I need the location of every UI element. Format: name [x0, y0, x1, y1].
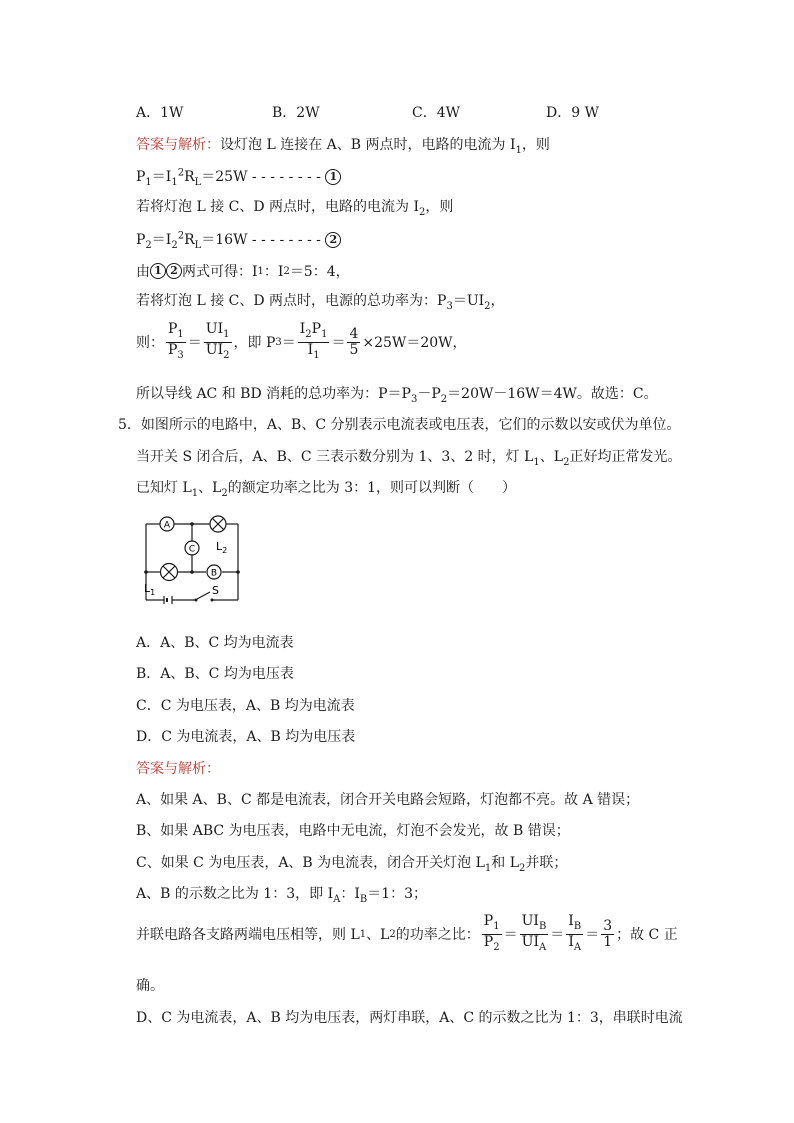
q5-option-c: C．C 为电压表，A、B 均为电流表	[136, 698, 355, 714]
ratio-line: 由 1 2 两式可得：I 1 ：I 2 ＝5：4，	[136, 264, 350, 280]
circled-two: 2	[325, 232, 341, 248]
analysis-correct: 确。	[136, 978, 164, 994]
option-a: A．1W	[136, 105, 184, 121]
answer-label: 答案与解析：	[136, 137, 220, 153]
q5-line-3: 已知灯 $L_1$、$L_2$的额定功率之比为 3：1，则可以判断（ ）	[136, 480, 517, 499]
conclusion: 所以导线 AC 和 BD 消耗的总功率为：$P=P_3-P_2=20W-16W=4W$。故选：C。	[136, 386, 658, 405]
q5-option-a: A．A、B、C 均为电流表	[136, 635, 294, 651]
analysis-parallel: 并联电路各支路两端电压相等，则 L 1 、L 2 的功率之比： $\frac{P_1}{P_2}$ ＝ $\frac{UI_B}{UI_A}$ ＝ $\frac{I_B}{I_A}$ ＝ $\frac{3}{1}$ ；故 C 正	[136, 913, 678, 953]
answer-label-q5: 答案与解析：	[136, 761, 220, 777]
circuit-diagram	[138, 512, 248, 610]
q5-option-b: B．A、B、C 均为电压表	[136, 666, 294, 682]
analysis-a: A、如果 A、B、C 都是电流表，闭合开关电路会短路，灯泡都不亮。故 A 错误；	[136, 792, 640, 808]
label-l2: $L_2$	[216, 540, 228, 555]
q5-option-d: D．C 为电流表，A、B 均为电压表	[136, 729, 356, 745]
equation-1: $P_1=I_1^2R_L=25W$ - - - - - - - - 1	[136, 166, 341, 188]
analysis-b: B、如果 ABC 为电压表，电路中无电流，灯泡不会发光，故 B 错误；	[136, 823, 570, 839]
meter-c-label: C	[188, 544, 196, 555]
q5-line-1: 5．如图所示的电路中，A、B、C 分别表示电流表或电压表，它们的示数以安或伏为单位。	[118, 417, 681, 433]
analysis-c: C、如果 C 为电压表，A、B 为电流表，闭合开关灯泡 $L_1$和 $L_2$并联；	[136, 855, 568, 874]
equation-2: $P_2=I_2^2R_L=16W$ - - - - - - - - 2	[136, 229, 341, 251]
answer-intro: 答案与解析：设灯泡 L 连接在 A、B 两点时，电路的电流为 $I_1$，则	[136, 137, 550, 156]
option-d: D．9 W	[546, 105, 599, 121]
q5-line-2: 当开关 S 闭合后，A、B、C 三表示数分别为 1、3、2 时，灯 $L_1$、$L_2$正好均正常发光。	[136, 449, 682, 468]
circled-one: 1	[325, 169, 341, 185]
meter-b-label: B	[210, 568, 218, 579]
derivation: 则： $\frac{P_1}{P_3}$ ＝ $\frac{UI_1}{UI_2}$ ，即 P 3 ＝ $\frac{I_2P_1}{I_1}$ ＝ $\frac{4}{5}$ ×25W＝20W，	[136, 321, 467, 361]
line-c-d: 若将灯泡 L 接 C、D 两点时，电路的电流为 $I_2$，则	[136, 199, 454, 218]
power-line: 若将灯泡 L 接 C、D 两点时，电源的总功率为：$P_3=UI_2$，	[136, 293, 505, 312]
meter-a-label: A	[163, 520, 171, 531]
switch-icon	[195, 592, 214, 602]
label-l1: $L_1$	[144, 582, 156, 597]
battery-icon	[164, 596, 172, 604]
label-s: S	[212, 584, 219, 597]
analysis-ratio: A、B 的示数之比为 1：3，即 $I_A$：$I_B=1$：3；	[136, 886, 428, 905]
option-b: B．2W	[272, 105, 320, 121]
analysis-d: D、C 为电流表，A、B 均为电压表，两灯串联，A、C 的示数之比为 1：3，串联时电流	[136, 1010, 683, 1026]
option-c: C．4W	[412, 105, 461, 121]
